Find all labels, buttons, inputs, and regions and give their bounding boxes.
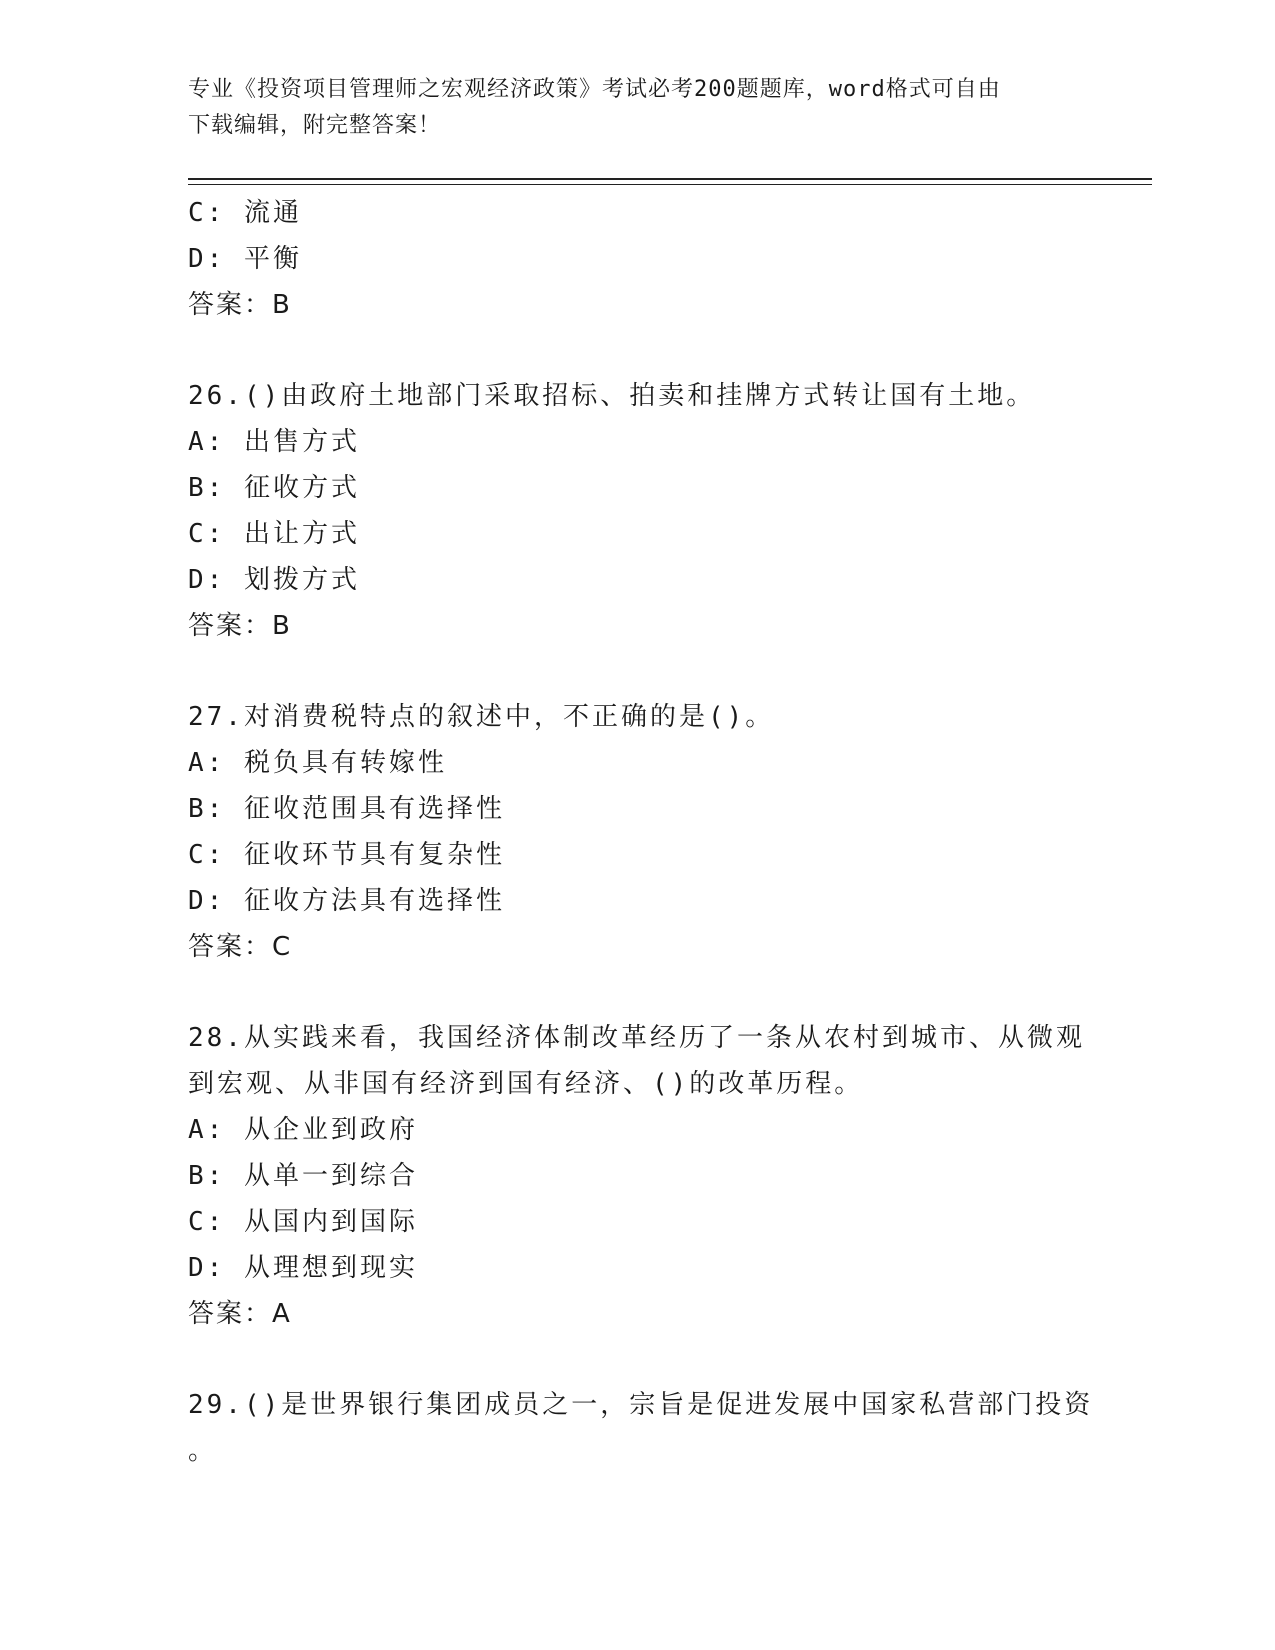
header-rule-thin — [188, 184, 1152, 185]
option-d: D: 从理想到现实 — [188, 1253, 418, 1283]
answer: 答案：B — [188, 611, 292, 641]
option-c: C: 出让方式 — [188, 519, 360, 549]
spacer — [188, 328, 1088, 373]
option-c: C: 从国内到国际 — [188, 1207, 418, 1237]
answer: 答案：C — [188, 932, 293, 962]
question-25 — [188, 190, 1088, 328]
question-stem: 27.对消费税特点的叙述中，不正确的是()。 — [188, 702, 775, 732]
question-27 — [188, 694, 1088, 970]
option-d: D: 征收方法具有选择性 — [188, 886, 505, 916]
answer: 答案：B — [188, 290, 292, 320]
question-stem: 26.()由政府土地部门采取招标、拍卖和挂牌方式转让国有土地。 — [188, 381, 1036, 411]
option-c: C: 征收环节具有复杂性 — [188, 840, 505, 870]
spacer — [188, 649, 1088, 694]
spacer — [188, 1337, 1088, 1382]
option-a: A: 税负具有转嫁性 — [188, 748, 447, 778]
question-stem-line-2: 到宏观、从非国有经济到国有经济、()的改革历程。 — [188, 1069, 864, 1099]
header-line-2: 下载编辑，附完整答案！ — [188, 113, 442, 138]
question-list — [188, 190, 1094, 1474]
header-line-1: 专业《投资项目管理师之宏观经济政策》考试必考200题题库，word格式可自由 — [188, 77, 1001, 102]
answer: 答案：A — [188, 1299, 292, 1329]
option-d: D: 划拨方式 — [188, 565, 360, 595]
question-28 — [188, 1015, 1088, 1337]
option-a: A: 出售方式 — [188, 427, 360, 457]
question-stem-line-2: 。 — [188, 1436, 218, 1466]
option-a: A: 从企业到政府 — [188, 1115, 418, 1145]
document-header — [188, 72, 1088, 144]
option-b: B: 从单一到综合 — [188, 1161, 418, 1191]
question-26 — [188, 373, 1088, 649]
header-rule-thick — [188, 178, 1152, 180]
question-stem-line-1: 29.()是世界银行集团成员之一，宗旨是促进发展中国家私营部门投资 — [188, 1390, 1094, 1420]
option-b: B: 征收范围具有选择性 — [188, 794, 505, 824]
option-d: D: 平衡 — [188, 244, 302, 274]
option-c: C: 流通 — [188, 198, 302, 228]
spacer — [188, 970, 1088, 1015]
question-29 — [188, 1382, 1094, 1474]
option-b: B: 征收方式 — [188, 473, 360, 503]
question-stem-line-1: 28.从实践来看，我国经济体制改革经历了一条从农村到城市、从微观 — [188, 1023, 1085, 1053]
